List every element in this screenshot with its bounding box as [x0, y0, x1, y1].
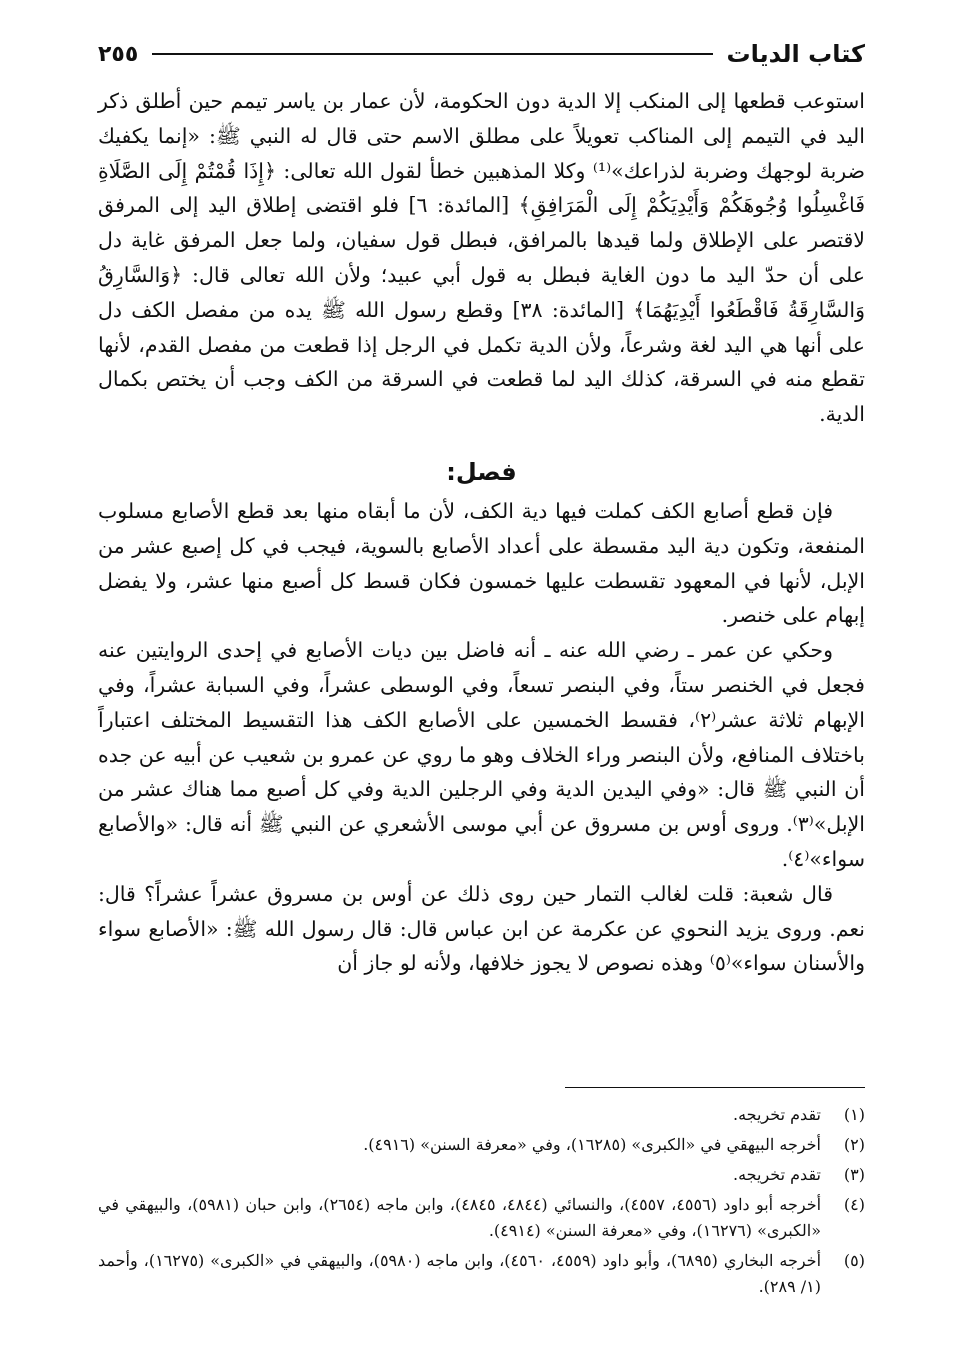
- paragraph: استوعب قطعها إلى المنكب إلا الدية دون الحكومة، لأن عمار بن ياسر تيمم حين أطلق ذكر اليد في التيمم إلى المناكب تعويلاً على مطلق الاسم حتى قال له النبي ﷺ: «إنما يكفيك ضربة لوجهك وضربة لذراعك»⁽¹⁾ وكلا المذهبين خطأ لقول الله تعالى: ﴿إِذَا قُمْتُمْ إِلَى الصَّلَاةِ فَاغْسِلُوا وُجُوهَكُمْ وَأَيْدِيَكُمْ إِلَى الْمَرَافِقِ﴾ [المائدة: ٦] فلو اقتضى إطلاق اليد إلى المرفق لاقتصر على الإطلاق ولما قيدها بالمرافق، فبطل قول سفيان، ولما جعل المرفق غاية دل على أن حدّ اليد ما دون الغاية فبطل به قول أبي عبيد؛ ولأن الله تعالى قال: ﴿وَالسَّارِقُ وَالسَّارِقَةُ فَاقْطَعُوا أَيْدِيَهُمَا﴾ [المائدة: ٣٨] وقطع رسول الله ﷺ يده من مفصل الكف دل على أنها هي اليد لغة وشرعاً، ولأن الدية تكمل في الرجل إذا قطعت من مفصل القدم، لأنها تقطع منه في السرقة، كذلك اليد لما قطعت في السرقة من الكف وجب أن يختص بكمال الدية.: [98, 89, 865, 427]
- paragraph: وحكي عن عمر ـ رضي الله عنه ـ أنه فاضل بين ديات الأصابع في إحدى الروايتين عنه فجعل في الخنصر ستاً، وفي البنصر تسعاً، وفي الوسطى عشراً، وفي السبابة عشراً، وفي الإبهام ثلاثة عشر⁽٢⁾، فقسط الخمسين على الأصابع الكف هذا التقسيط المختلف اعتباراً باختلاف المنافع، ولأن البنصر وراء الخلاف وهو ما روي عن عمرو بن شعيب عن أبيه عن جده أن النبي ﷺ قال: «وفي اليدين الدية وفي الرجلين الدية وفي كل أصبع مما هناك عشر من الإبل»⁽٣⁾. وروى أوس بن مسروق عن أبي موسى الأشعري عن النبي ﷺ أنه قال: «والأصابع سواء»⁽٤⁾.: [98, 638, 866, 871]
- footnote: [98, 1102, 865, 1128]
- footnote: [98, 1248, 865, 1300]
- footnote: [98, 1132, 865, 1158]
- page-number: ٢٥٥: [98, 41, 139, 67]
- footnote-text: تقدم تخريجه.: [733, 1105, 821, 1124]
- paragraph: قال شعبة: قلت لغالب التمار حين روى ذلك عن أوس بن مسروق عشراً عشراً؟ قال: نعم. وروى يزيد النحوي عن عكرمة عن ابن عباس قال: قال رسول الله ﷺ: «الأصابع سواء والأسنان سواء»⁽٥⁾ وهذه نصوص لا يجوز خلافها، ولأنه لو جاز أن: [98, 881, 865, 976]
- footnote-number: (٢): [843, 1135, 865, 1154]
- paragraph: فإن قطع أصابع الكف كملت فيها دية الكف، لأن ما أبقاه منها بعد قطع الأصابع مسلوب المنفعة، وتكون دية اليد مقسطة على أعداد الأصابع بالسوية، فيجب في كل إصبع عشر من الإبل، لأنها في المعهود تقسطت عليها خمسون فكان قسط كل أصبع منها عشر، ولا يفضل إبهام على خنصر.: [98, 498, 865, 628]
- footnote-text: أخرجه أبو داود (٤٥٥٦، ٤٥٥٧)، والنسائي (٤٨٤٤، ٤٨٤٥)، وابن ماجه (٢٦٥٤)، وابن حبان (٥٩٨١)، والبيهقي في «الكبرى» (١٦٢٧٦)، وفي «معرفة السنن» (٤٩١٤).: [98, 1195, 822, 1240]
- footnote-number: (٣): [843, 1165, 865, 1184]
- footnote-text: تقدم تخريجه.: [733, 1165, 821, 1184]
- book-title: كتاب الديات: [726, 40, 865, 68]
- footnote-text: أخرجه البيهقي في «الكبرى» (١٦٢٨٥)، وفي «معرفة السنن» (٤٩١٦).: [363, 1135, 821, 1154]
- footnote-text: أخرجه البخاري (٦٨٩٥)، وأبو داود (٤٥٥٩، ٤٥٦٠)، وابن ماجه (٥٩٨٠)، والبيهقي في «الكبرى» (١٦٢٧٥)، وأحمد (١/ ٢٨٩).: [98, 1251, 822, 1296]
- footnote: [98, 1162, 865, 1188]
- footnote-separator: [565, 1087, 865, 1088]
- footnotes: [98, 1102, 865, 1304]
- footnote-number: (١): [843, 1105, 865, 1124]
- page-header: [98, 34, 865, 74]
- section-heading: فصل:: [446, 457, 517, 486]
- footnote-number: (٤): [843, 1195, 865, 1214]
- header-rule: [152, 53, 712, 55]
- footnote: [98, 1192, 865, 1244]
- main-text: [98, 84, 865, 981]
- footnote-number: (٥): [843, 1251, 865, 1270]
